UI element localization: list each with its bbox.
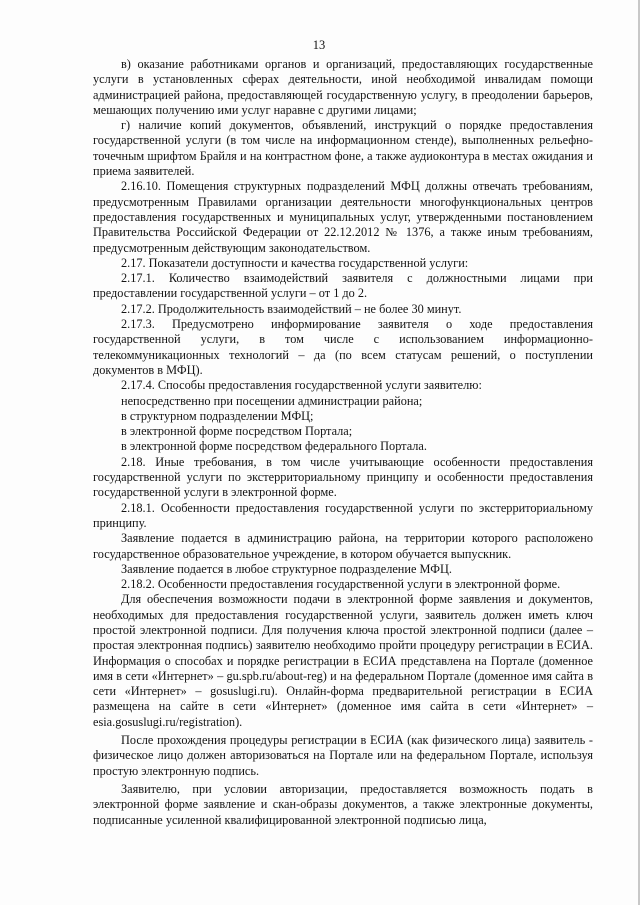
list-item-administration-visit: непосредственно при посещении администрации района; <box>121 393 423 408</box>
paragraph-2-17-1: 2.17.1. Количество взаимодействий заявителя с должностными лицами при предоставлении государственной услуги – от 1 до 2. <box>93 271 593 301</box>
document-body <box>93 57 593 828</box>
paragraph-application-administration: Заявление подается в администрацию района, на территории которого расположено государственное образовательное учреждение, в котором обучается выпускник. <box>93 531 593 561</box>
list-item-federal-portal: в электронной форме посредством федерального Портала. <box>121 439 427 454</box>
paragraph-2-17-4: 2.17.4. Способы предоставления государственной услуги заявителю: <box>121 378 482 393</box>
paragraph-2-18-2: 2.18.2. Особенности предоставления государственной услуги в электронной форме. <box>121 577 561 592</box>
paragraph-2-17-2: 2.17.2. Продолжительность взаимодействий – не более 30 минут. <box>121 301 462 316</box>
paragraph-accessibility-help: в) оказание работниками органов и организаций, предоставляющих государственные услуги в установленных сферах деятельности, иной необходимой инвалидам помощи администрацией района, предоставляющей государственную услугу, в преодолении барьеров, мешающих получению ими услуг наравне с другими лицами; <box>93 57 593 117</box>
page-number: 13 <box>312 38 326 52</box>
paragraph-2-17-3: 2.17.3. Предусмотрено информирование заявителя о ходе предоставления государственной услуги, в том числе с использованием информационно-телекоммуникационных технологий – да (по всем статусам решений, о поступлении документов в МФЦ). <box>93 317 593 377</box>
paragraph-application-mfc: Заявление подается в любое структурное подразделение МФЦ. <box>121 561 452 576</box>
paragraph-after-registration: После прохождения процедуры регистрации в ЕСИА (как физического лица) заявитель - физическое лицо должен авторизоваться на Портале или на федеральном Портале, используя простую электронную подпись. <box>93 733 593 778</box>
paragraph-2-16-10: 2.16.10. Помещения структурных подразделений МФЦ должны отвечать требованиям, предусмотренным Правилами организации деятельности многофункциональных центров предоставления государственных и муниципальных услуг, утвержденными постановлением Правительства Российской Федерации от 22.12.2012 № 1376, а также иным требованиям, предусмотренным действующим законодательством. <box>93 179 593 255</box>
paragraph-authorized-submission: Заявителю, при условии авторизации, предоставляется возможность подать в электронной форме заявление и скан-образы документов, а также электронные документы, подписанные усиленной квалифицированной электронной подписью лица, <box>93 781 593 827</box>
paragraph-2-18: 2.18. Иные требования, в том числе учитывающие особенности предоставления государственной услуги по экстерриториальному принципу и особенности предоставления государственной услуги в электронной форме. <box>93 454 593 500</box>
list-item-mfc-division: в структурном подразделении МФЦ; <box>121 408 314 423</box>
paragraph-2-18-1: 2.18.1. Особенности предоставления государственной услуги по экстерриториальному принципу. <box>93 500 593 530</box>
paragraph-braille-copies: г) наличие копий документов, объявлений, инструкций о порядке предоставления государственной услуги (в том числе на информационном стенде), выполненных рельефно-точечным шрифтом Брайля и на контрастном фоне, а также аудиоконтура в местах ожидания и приема заявителей. <box>93 118 593 179</box>
paragraph-esia-registration: Для обеспечения возможности подачи в электронной форме заявления и документов, необходимых для предоставления государственной услуги, заявитель должен иметь ключ простой электронной подписи. Для получения ключа простой электронной подписи (далее – простая электронная подпись) заявителю необходимо пройти процедуру регистрации в ЕСИА. Информация о способах и порядке регистрации в ЕСИА представлена на Портале (доменное имя в сети «Интернет» – gu.spb.ru/about-reg) и на федеральном Портале (доменное имя сайта в сети «Интернет» – gosuslugi.ru). Онлайн-форма предварительной регистрации в ЕСИА размещена на сайте в сети «Интернет» (доменное имя сайта в сети «Интернет» – esia.gosuslugi.ru/registration). <box>93 592 593 729</box>
list-item-portal: в электронной форме посредством Портала; <box>121 424 353 439</box>
paragraph-2-17: 2.17. Показатели доступности и качества государственной услуги: <box>121 255 469 270</box>
